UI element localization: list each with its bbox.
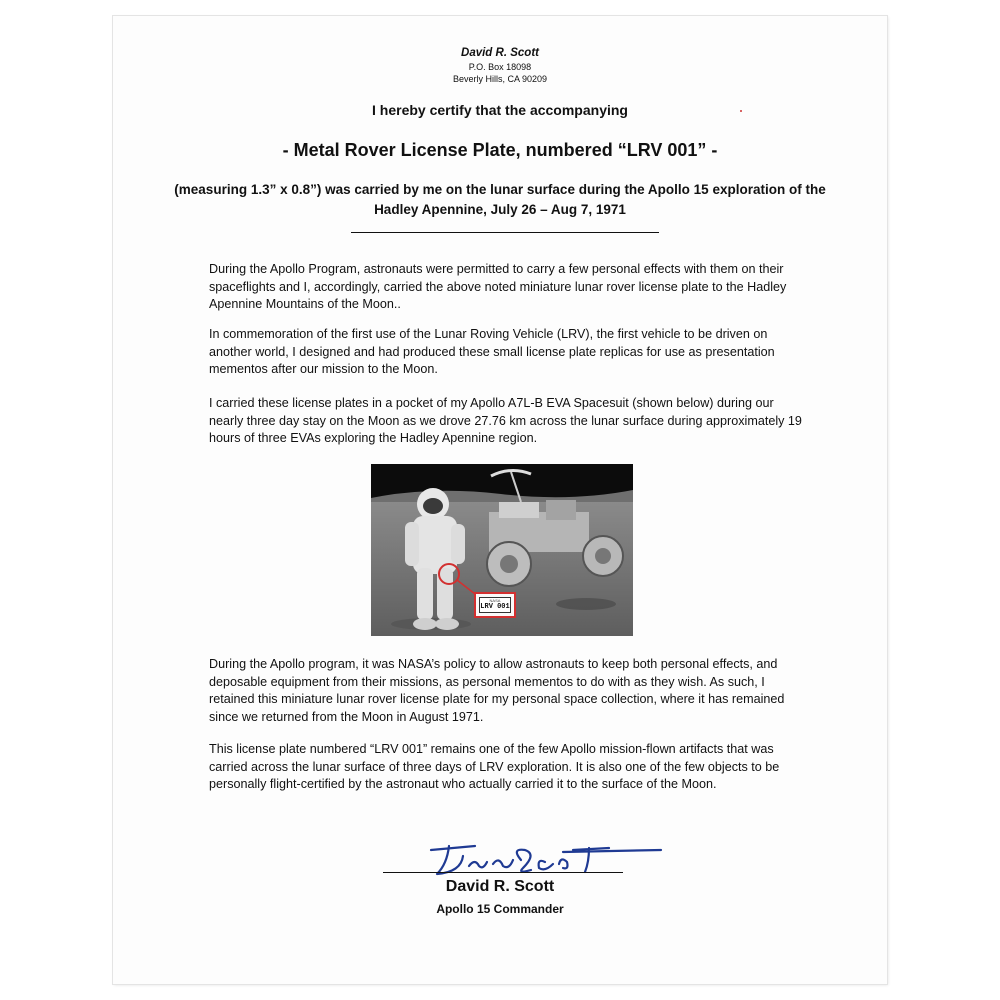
- paragraph-5: This license plate numbered “LRV 001” remains one of the few Apollo mission-flown artifacts that was carried across the lunar surface of three days of LRV exploration. It is also one of the few objects to be personally flight-certified by the astronaut who actually carried it to the surface of the Moon.: [209, 742, 780, 791]
- plate-number: LRV 001: [480, 603, 510, 611]
- paragraph-2: In commemoration of the first use of the Lunar Roving Vehicle (LRV), the first vehicle to be driven on another world, I designed and had produced these small license plate replicas for use as presentation mementos after our mission to the Moon.: [209, 327, 775, 376]
- letterhead-address-1: P.O. Box 18098: [468, 62, 532, 72]
- divider-rule: [351, 232, 659, 233]
- certify-statement: I hereby certify that the accompanying: [372, 102, 628, 118]
- paragraph-3: I carried these license plates in a pocket of my Apollo A7L-B EVA Spacesuit (shown below) during our nearly three day stay on the Moon as we drove 27.76 km across the lunar surface during approximately 19 hours of three EVAs exploring the Hadley Apennine region.: [209, 396, 802, 445]
- item-description: (measuring 1.3” x 0.8”) was carried by me on the lunar surface during the Apollo 15 exploration of the Hadley Apennine, July 26 – Aug 7, 1971: [174, 182, 826, 217]
- letterhead-address-2: Beverly Hills, CA 90209: [452, 74, 548, 84]
- signer-name: David R. Scott: [445, 878, 555, 895]
- certificate-page: [113, 16, 887, 984]
- license-plate: [479, 597, 511, 613]
- signature-line: [383, 872, 623, 873]
- letterhead-name: David R. Scott: [461, 47, 539, 59]
- license-plate-callout: [474, 592, 516, 618]
- plate-top-text: NASA: [489, 598, 501, 603]
- letterhead: [113, 46, 887, 85]
- signer-title: Apollo 15 Commander: [436, 902, 564, 916]
- paragraph-1: During the Apollo Program, astronauts were permitted to carry a few personal effects with them on their spaceflights and I, accordingly, carried the above noted miniature lunar rover license plate to the Hadley Apennine Mountains of the Moon..: [209, 262, 787, 311]
- item-title: - Metal Rover License Plate, numbered “LRV 001” -: [282, 140, 718, 160]
- paragraph-4: During the Apollo program, it was NASA’s policy to allow astronauts to keep both personal effects, and deposable equipment from their missions, as personal mementos to do with as they wish. As such, I retained this miniature lunar rover license plate for my personal space collection, where it has remained since we returned from the Moon in August 1971.: [209, 657, 785, 724]
